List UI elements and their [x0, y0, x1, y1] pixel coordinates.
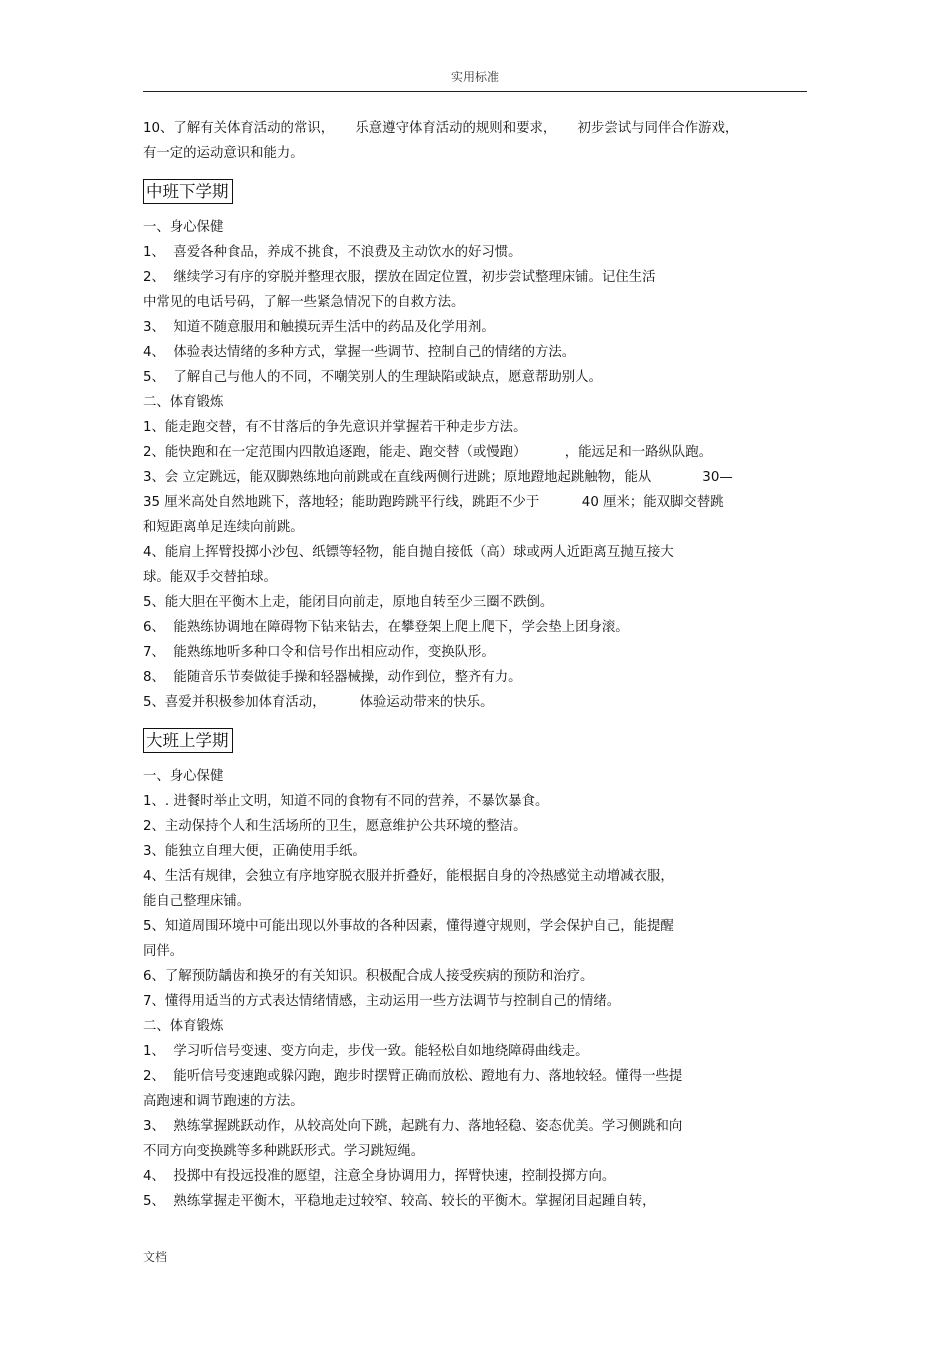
- section-heading-2: 大班上学期: [143, 728, 233, 753]
- section-heading-1: 中班下学期: [143, 179, 233, 204]
- section1-line: 4、 体验表达情绪的多种方式，掌握一些调节、控制自己的情绪的方法。: [143, 345, 576, 360]
- section2-line: 能自己整理床铺。: [143, 894, 251, 909]
- section2-line: 2、 能听信号变速跑或躲闪跑，跑步时摆臂正确而放松、蹬地有力、落地较轻。懂得一些提: [143, 1069, 683, 1084]
- section1-line: 1、能走跑交替，有不甘落后的争先意识并掌握若干种走步方法。: [143, 420, 527, 435]
- section2-line: 3、 熟练掌握跳跃动作，从较高处向下跳，起跳有力、落地轻稳、姿态优美。学习侧跳和向: [143, 1119, 683, 1134]
- intro-line: 10、了解有关体育活动的常识， 乐意遵守体育活动的规则和要求， 初步尝试与同伴合作游戏，: [143, 121, 739, 136]
- section2-line: 高跑速和调节跑速的方法。: [143, 1094, 304, 1109]
- section2-line: 4、 投掷中有投远投准的愿望，注意全身协调用力，挥臂快速，控制投掷方向。: [143, 1169, 616, 1184]
- section1-line: 5、能大胆在平衡木上走，能闭目向前走，原地自转至少三圈不跌倒。: [143, 595, 554, 610]
- section1-line: 7、 能熟练地听多种口令和信号作出相应动作，变换队形。: [143, 645, 495, 660]
- section1-line: 3、 知道不随意服用和触摸玩弄生活中的药品及化学用剂。: [143, 320, 495, 335]
- section2-line: 1、. 进餐时举止文明，知道不同的食物有不同的营养，不暴饮暴食。: [143, 794, 549, 809]
- section1-line: 2、 继续学习有序的穿脱并整理衣服，摆放在固定位置，初步尝试整理床铺。记住生活: [143, 270, 656, 285]
- section1-line: 一、身心保健: [143, 220, 224, 235]
- section1-line: 3、会 立定跳远，能双脚熟练地向前跳或在直线两侧行进跳；原地蹬地起跳触物，能从 30—: [143, 470, 733, 485]
- page-header: 实用标准: [450, 70, 499, 84]
- section2-line: 不同方向变换跳等多种跳跃形式。学习跳短绳。: [143, 1144, 425, 1159]
- section1-line: 中常见的电话号码，了解一些紧急情况下的自救方法。: [143, 295, 465, 310]
- page-footer: 文档: [143, 1250, 168, 1264]
- section2-line: 6、了解预防龋齿和换牙的有关知识。积极配合成人接受疾病的预防和治疗。: [143, 969, 594, 984]
- section2-line: 同伴。: [143, 944, 184, 959]
- section1-line: 二、体育锻炼: [143, 395, 224, 410]
- intro-line: 有一定的运动意识和能力。: [143, 146, 304, 161]
- section1-line: 5、喜爱并积极参加体育活动， 体验运动带来的快乐。: [143, 695, 494, 710]
- section1-line: 2、能快跑和在一定范围内四散追逐跑，能走、跑交替（或慢跑） ，能远足和一路纵队跑。: [143, 445, 713, 460]
- section2-line: 5、知道周围环境中可能出现以外事故的各种因素，懂得遵守规则，学会保护自己，能提醒: [143, 919, 674, 934]
- section1-line: 35 厘米高处自然地跳下，落地轻；能助跑跨跳平行线，跳距不少于 40 厘米；能双脚交替跳: [143, 495, 724, 510]
- section1-line: 8、 能随音乐节奏做徒手操和轻器械操，动作到位，整齐有力。: [143, 670, 522, 685]
- section1-line: 1、 喜爱各种食品，养成不挑食，不浪费及主动饮水的好习惯。: [143, 245, 522, 260]
- section1-line: 球。能双手交替拍球。: [143, 570, 277, 585]
- section2-line: 7、懂得用适当的方式表达情绪情感，主动运用一些方法调节与控制自己的情绪。: [143, 994, 621, 1009]
- section2-line: 1、 学习听信号变速、变方向走，步伐一致。能轻松自如地绕障碍曲线走。: [143, 1044, 589, 1059]
- section2-line: 二、体育锻炼: [143, 1019, 224, 1034]
- section2-line: 2、主动保持个人和生活场所的卫生，愿意维护公共环境的整洁。: [143, 819, 527, 834]
- section1-line: 和短距离单足连续向前跳。: [143, 520, 304, 535]
- section2-line: 一、身心保健: [143, 769, 224, 784]
- section1-line: 4、能肩上挥臂投掷小沙包、纸镖等轻物，能自抛自接低（高）球或两人近距离互抛互接大: [143, 545, 674, 560]
- section1-line: 5、 了解自己与他人的不同，不嘲笑别人的生理缺陷或缺点，愿意帮助别人。: [143, 370, 602, 385]
- section2-line: 4、生活有规律，会独立有序地穿脱衣服并折叠好，能根据自身的冷热感觉主动增减衣服，: [143, 869, 674, 884]
- section1-line: 6、 能熟练协调地在障碍物下钻来钻去，在攀登架上爬上爬下，学会垫上团身滚。: [143, 620, 629, 635]
- header-rule: [143, 91, 807, 92]
- section2-line: 5、 熟练掌握走平衡木，平稳地走过较窄、较高、较长的平衡木。掌握闭目起踵自转，: [143, 1194, 656, 1209]
- section2-line: 3、能独立自理大便，正确使用手纸。: [143, 844, 366, 859]
